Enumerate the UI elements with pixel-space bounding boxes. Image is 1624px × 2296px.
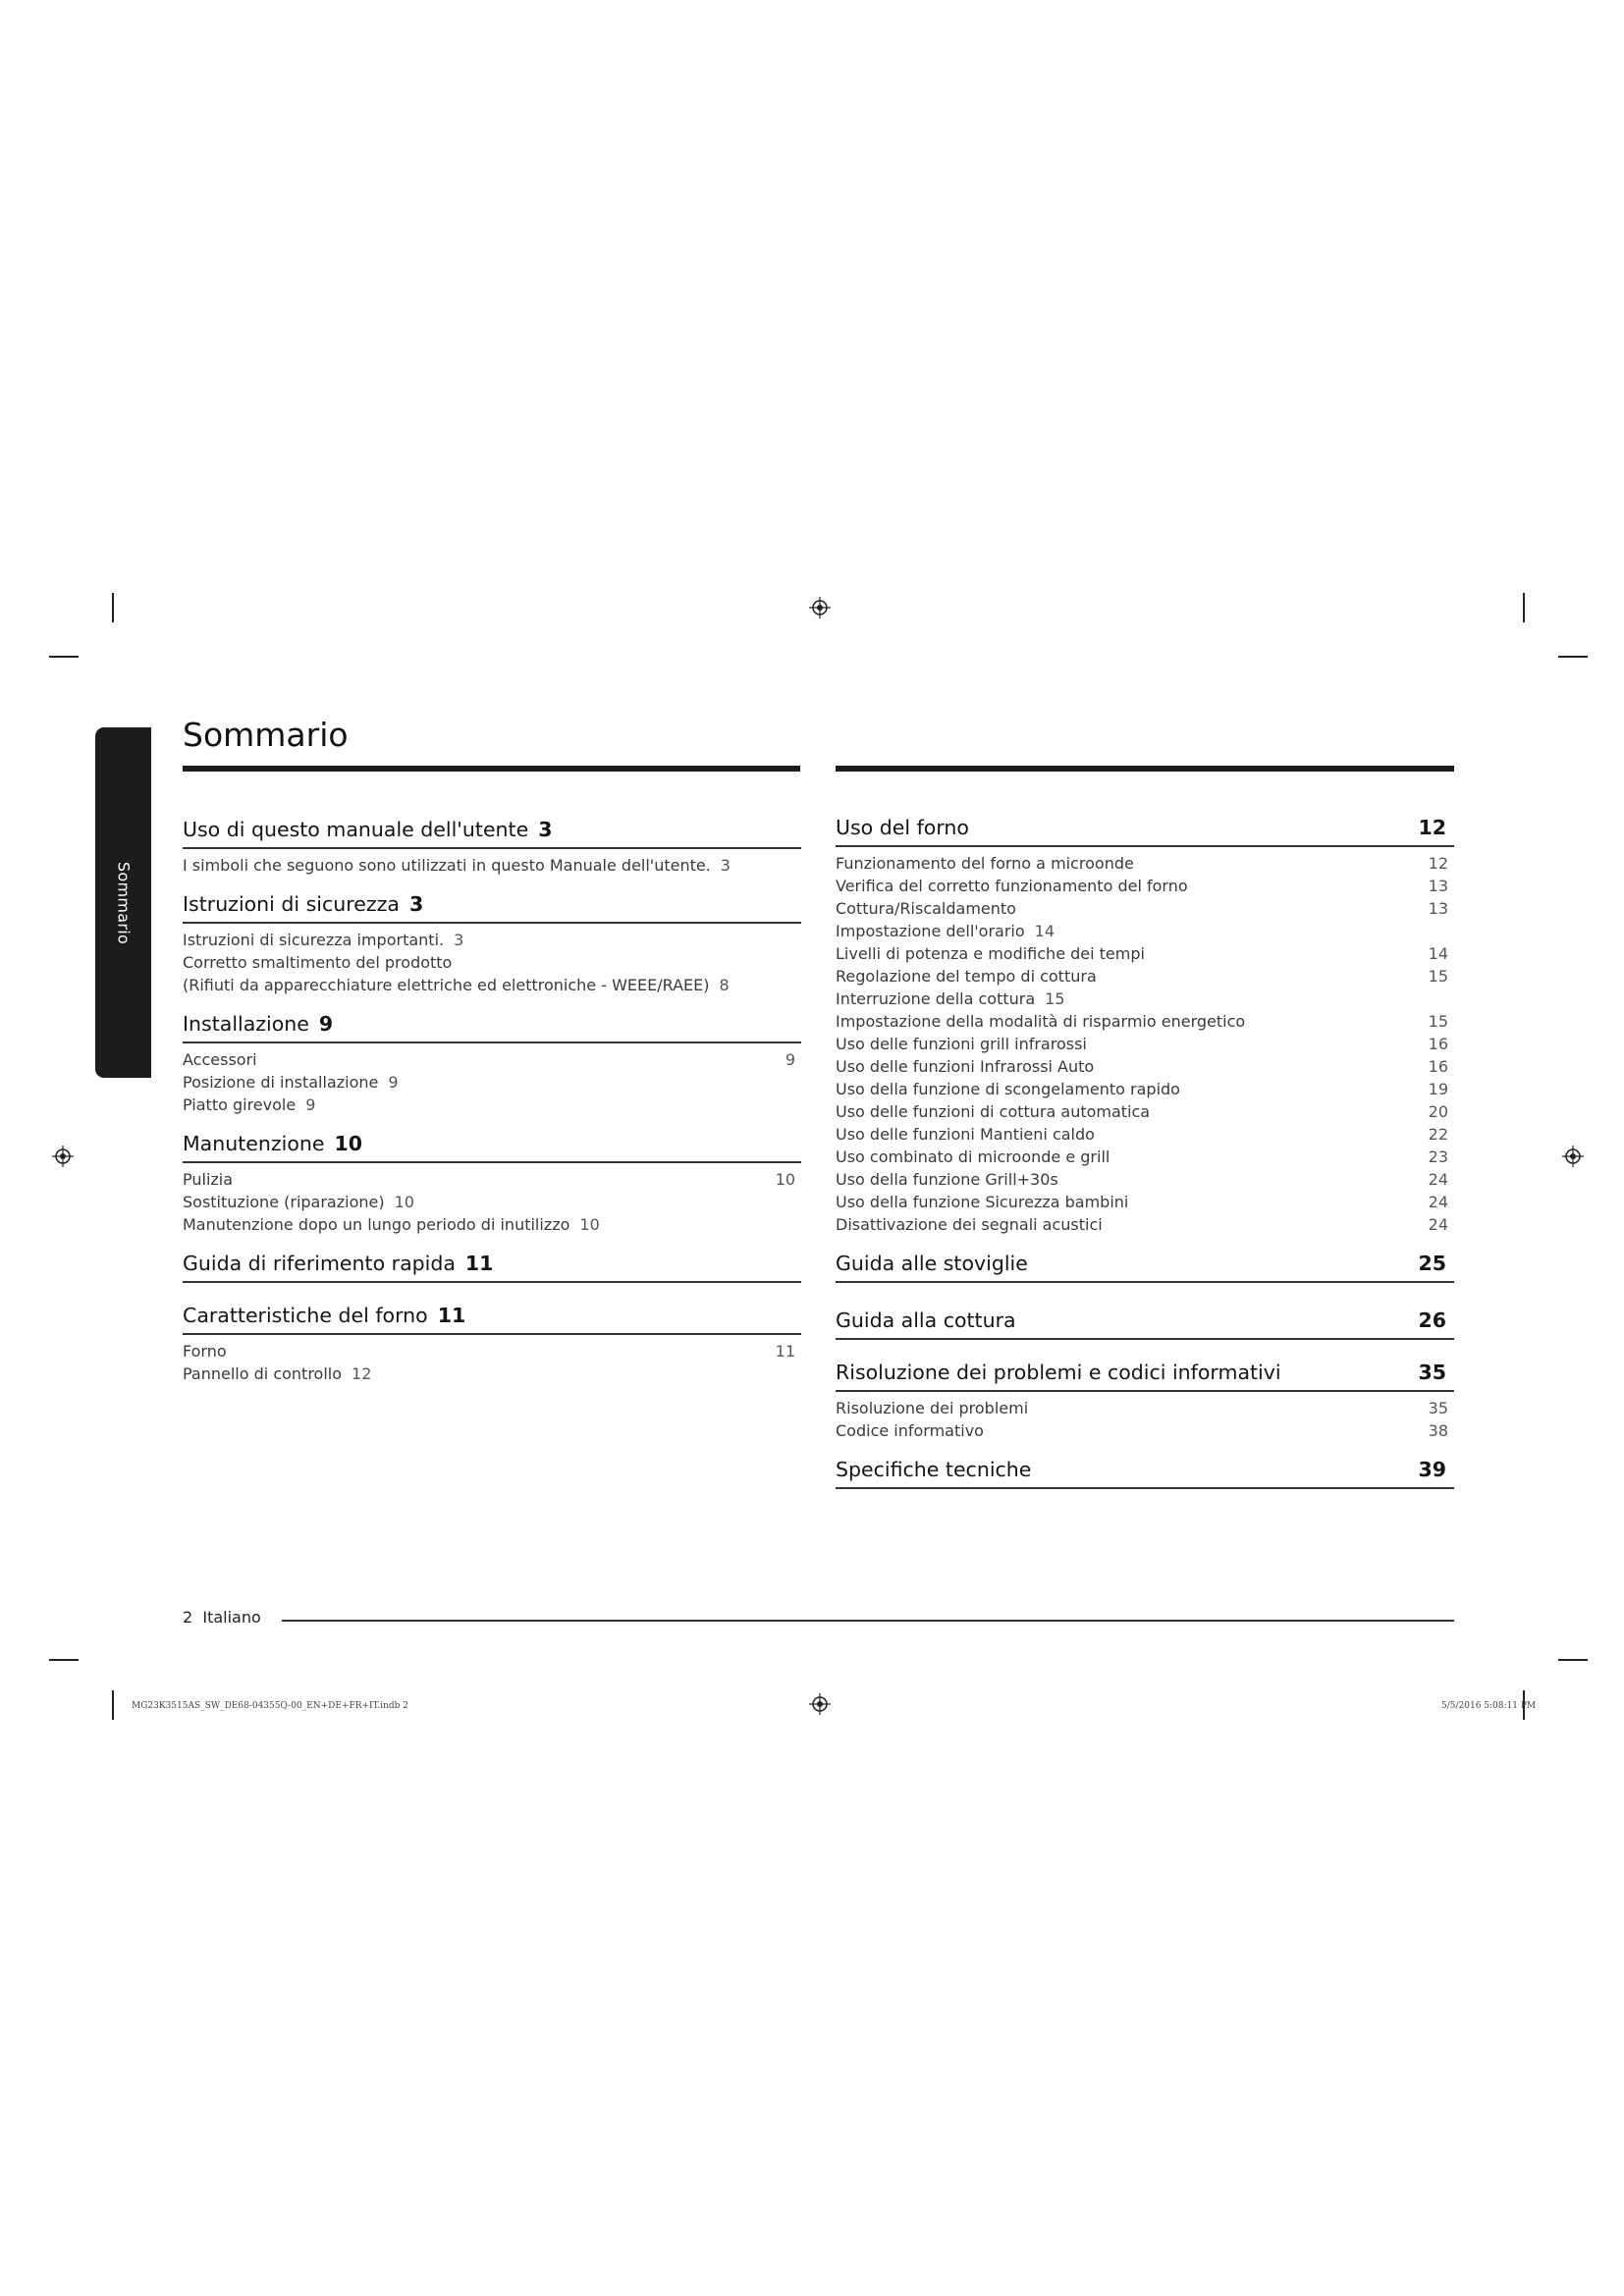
section-title: Uso di questo manuale dell'utente [183, 818, 529, 841]
entry-text: Uso delle funzioni grill infrarossi [836, 1035, 1087, 1053]
crop-mark [1558, 1659, 1588, 1661]
crop-mark [112, 1690, 114, 1720]
toc-section-heading[interactable] [183, 1131, 801, 1157]
section-rule [836, 1281, 1454, 1283]
entry-page-number: 9 [388, 1073, 399, 1092]
section-title: Guida di riferimento rapida [183, 1252, 456, 1275]
section-title: Specifiche tecniche [836, 1458, 1032, 1481]
entry-text: Manutenzione dopo un lungo periodo di inutilizzo [183, 1215, 570, 1234]
entry-text: Cottura/Riscaldamento [836, 899, 1016, 918]
crop-mark [49, 1659, 79, 1661]
crop-mark [112, 593, 114, 622]
section-title: Guida alla cottura [836, 1308, 1016, 1332]
toc-section-heading[interactable] [183, 1303, 801, 1329]
title-rule-left [183, 766, 800, 772]
toc-entry[interactable] [183, 1168, 801, 1191]
toc-entry[interactable] [183, 974, 801, 996]
entry-text: Uso combinato di microonde e grill [836, 1148, 1110, 1166]
entry-page-number: 10 [579, 1215, 600, 1234]
page-footer [183, 1608, 261, 1627]
entry-text: Regolazione del tempo di cottura [836, 967, 1097, 986]
section-rule [183, 1041, 801, 1043]
toc-section [183, 1131, 801, 1236]
section-rule [183, 1281, 801, 1283]
section-page-number: 3 [408, 892, 424, 916]
toc-entry[interactable] [836, 1078, 1454, 1100]
section-title: Manutenzione [183, 1132, 325, 1155]
language-label: Italiano [202, 1608, 261, 1627]
toc-entry[interactable] [836, 1191, 1454, 1213]
toc-entry[interactable] [836, 1055, 1454, 1078]
entry-page-number: 12 [1428, 854, 1448, 873]
section-page-number: 9 [318, 1012, 334, 1036]
entry-text: Impostazione della modalità di risparmio energetico [836, 1012, 1246, 1031]
toc-entry[interactable] [836, 897, 1454, 920]
entry-page-number: 16 [1428, 1035, 1448, 1053]
toc-entry[interactable] [836, 920, 1454, 942]
toc-entry[interactable] [183, 1213, 801, 1236]
registration-mark-icon [52, 1146, 74, 1167]
section-title: Uso del forno [836, 816, 969, 839]
toc-section-heading[interactable] [183, 891, 801, 918]
section-page-number: 35 [1418, 1361, 1446, 1384]
crop-mark [1523, 593, 1525, 622]
entry-text: Disattivazione dei segnali acustici [836, 1215, 1103, 1234]
toc-section-heading[interactable] [836, 1251, 1454, 1277]
section-title: Risoluzione dei problemi e codici informativi [836, 1361, 1281, 1384]
entry-page-number: 19 [1428, 1080, 1448, 1098]
section-page-number: 25 [1418, 1252, 1446, 1275]
section-rule [183, 1161, 801, 1163]
section-rule [836, 845, 1454, 847]
toc-entry[interactable] [836, 988, 1454, 1010]
section-rule [183, 922, 801, 924]
toc-entry[interactable] [836, 1146, 1454, 1168]
toc-entry[interactable] [836, 965, 1454, 988]
registration-mark-icon [809, 597, 831, 618]
section-page-number: 12 [1418, 816, 1446, 839]
section-rule [183, 1333, 801, 1335]
toc-left-column [183, 817, 801, 1385]
entry-text: Risoluzione dei problemi [836, 1399, 1029, 1417]
entry-text: Livelli di potenza e modifiche dei tempi [836, 944, 1145, 963]
entry-page-number: 13 [1428, 899, 1448, 918]
section-page-number: 26 [1418, 1308, 1446, 1332]
entry-page-number: 15 [1428, 1012, 1448, 1031]
toc-section-heading[interactable] [836, 815, 1454, 841]
entry-text: Uso della funzione Grill+30s [836, 1170, 1058, 1189]
crop-mark [49, 656, 79, 658]
registration-mark-icon [809, 1693, 831, 1715]
side-tab-label: Sommario [114, 861, 133, 944]
toc-section [836, 815, 1454, 1236]
entry-page-number: 24 [1428, 1215, 1448, 1234]
toc-entry[interactable] [836, 1033, 1454, 1055]
toc-entry[interactable] [183, 1048, 801, 1071]
toc-section [183, 1303, 801, 1385]
footer-rule [282, 1620, 1454, 1622]
section-page-number: 11 [464, 1252, 494, 1275]
toc-entry[interactable] [183, 1071, 801, 1094]
print-meta-right: 5/5/2016 5:08:11 PM [1441, 1701, 1537, 1711]
toc-section-heading[interactable] [183, 1011, 801, 1038]
entry-page-number: 38 [1428, 1421, 1448, 1440]
entry-page-number: 15 [1045, 989, 1065, 1008]
toc-section-heading[interactable] [836, 1360, 1454, 1386]
entry-text: Uso della funzione Sicurezza bambini [836, 1193, 1129, 1211]
toc-section-heading[interactable] [183, 1251, 801, 1277]
entry-page-number: 12 [352, 1364, 372, 1383]
entry-text: Posizione di installazione [183, 1073, 379, 1092]
entry-text: Accessori [183, 1050, 257, 1069]
toc-section-heading[interactable] [183, 817, 801, 843]
toc-entry[interactable] [836, 1397, 1454, 1419]
entry-page-number: 14 [1428, 944, 1448, 963]
toc-section-heading[interactable] [836, 1308, 1454, 1334]
toc-section [836, 1457, 1454, 1489]
entry-page-number: 15 [1428, 967, 1448, 986]
entry-page-number: 20 [1428, 1102, 1448, 1121]
crop-mark [1558, 656, 1588, 658]
entry-page-number: 22 [1428, 1125, 1448, 1144]
registration-mark-icon [1562, 1146, 1584, 1167]
toc-entry[interactable] [836, 1123, 1454, 1146]
entry-page-number: 13 [1428, 877, 1448, 895]
entry-text: Sostituzione (riparazione) [183, 1193, 385, 1211]
entry-text: Uso delle funzioni di cottura automatica [836, 1102, 1151, 1121]
toc-entry[interactable] [183, 951, 801, 974]
toc-entry[interactable] [836, 1213, 1454, 1236]
toc-entry[interactable] [183, 854, 801, 877]
page-number: 2 [183, 1608, 193, 1627]
section-title: Guida alle stoviglie [836, 1252, 1028, 1275]
toc-section [183, 1251, 801, 1283]
section-page-number: 10 [334, 1132, 363, 1155]
entry-text: Interruzione della cottura [836, 989, 1036, 1008]
section-rule [836, 1487, 1454, 1489]
toc-section [836, 1251, 1454, 1283]
toc-entry[interactable] [836, 1419, 1454, 1442]
entry-page-number: 24 [1428, 1193, 1448, 1211]
entry-page-number: 10 [775, 1170, 795, 1189]
section-rule [183, 847, 801, 849]
entry-text: I simboli che seguono sono utilizzati in questo Manuale dell'utente. [183, 856, 711, 875]
toc-section [836, 1360, 1454, 1442]
entry-page-number: 35 [1428, 1399, 1448, 1417]
entry-page-number: 23 [1428, 1148, 1448, 1166]
entry-page-number: 3 [720, 856, 731, 875]
entry-page-number: 10 [394, 1193, 414, 1211]
print-meta-left: MG23K3515AS_SW_DE68-04355Q-00_EN+DE+FR+IT.indb 2 [132, 1701, 408, 1711]
entry-page-number: 9 [305, 1095, 316, 1114]
toc-entry[interactable] [183, 1340, 801, 1362]
section-page-number: 39 [1418, 1458, 1446, 1481]
section-page-number: 11 [437, 1304, 466, 1327]
entry-text: Corretto smaltimento del prodotto [183, 953, 453, 972]
entry-text: Funzionamento del forno a microonde [836, 854, 1134, 873]
entry-text: Verifica del corretto funzionamento del forno [836, 877, 1188, 895]
toc-entry[interactable] [183, 1191, 801, 1213]
entry-text: Uso delle funzioni Mantieni caldo [836, 1125, 1095, 1144]
entry-text: Pulizia [183, 1170, 234, 1189]
side-tab [95, 727, 151, 1078]
toc-section [836, 1308, 1454, 1340]
entry-text: Uso delle funzioni Infrarossi Auto [836, 1057, 1095, 1076]
toc-entry[interactable] [836, 1168, 1454, 1191]
entry-text: Pannello di controllo [183, 1364, 343, 1383]
entry-page-number: 8 [719, 976, 730, 994]
entry-text: Impostazione dell'orario [836, 922, 1025, 940]
entry-text: Codice informativo [836, 1421, 984, 1440]
toc-section-heading[interactable] [836, 1457, 1454, 1483]
page-title: Sommario [183, 716, 349, 754]
section-page-number: 3 [538, 818, 553, 841]
section-rule [836, 1390, 1454, 1392]
toc-entry[interactable] [836, 942, 1454, 965]
section-rule [836, 1338, 1454, 1340]
toc-entry[interactable] [183, 1094, 801, 1116]
entry-page-number: 3 [454, 931, 464, 949]
entry-page-number: 16 [1428, 1057, 1448, 1076]
toc-entry[interactable] [183, 929, 801, 951]
entry-text: Uso della funzione di scongelamento rapido [836, 1080, 1180, 1098]
entry-text: Piatto girevole [183, 1095, 297, 1114]
entry-page-number: 11 [775, 1342, 795, 1361]
toc-right-column [836, 815, 1454, 1494]
section-title: Istruzioni di sicurezza [183, 892, 400, 916]
toc-section [183, 1011, 801, 1116]
toc-entry[interactable] [836, 1100, 1454, 1123]
section-title: Caratteristiche del forno [183, 1304, 428, 1327]
entry-text: (Rifiuti da apparecchiature elettriche ed elettroniche - WEEE/RAEE) [183, 976, 710, 994]
toc-entry[interactable] [836, 1010, 1454, 1033]
entry-page-number: 14 [1034, 922, 1055, 940]
entry-page-number: 9 [785, 1050, 795, 1069]
entry-page-number: 24 [1428, 1170, 1448, 1189]
toc-entry[interactable] [183, 1362, 801, 1385]
entry-text: Istruzioni di sicurezza importanti. [183, 931, 445, 949]
entry-text: Forno [183, 1342, 227, 1361]
toc-entry[interactable] [836, 852, 1454, 875]
toc-entry[interactable] [836, 875, 1454, 897]
section-title: Installazione [183, 1012, 309, 1036]
title-rule-right [836, 766, 1454, 772]
toc-section [183, 891, 801, 996]
toc-section [183, 817, 801, 877]
